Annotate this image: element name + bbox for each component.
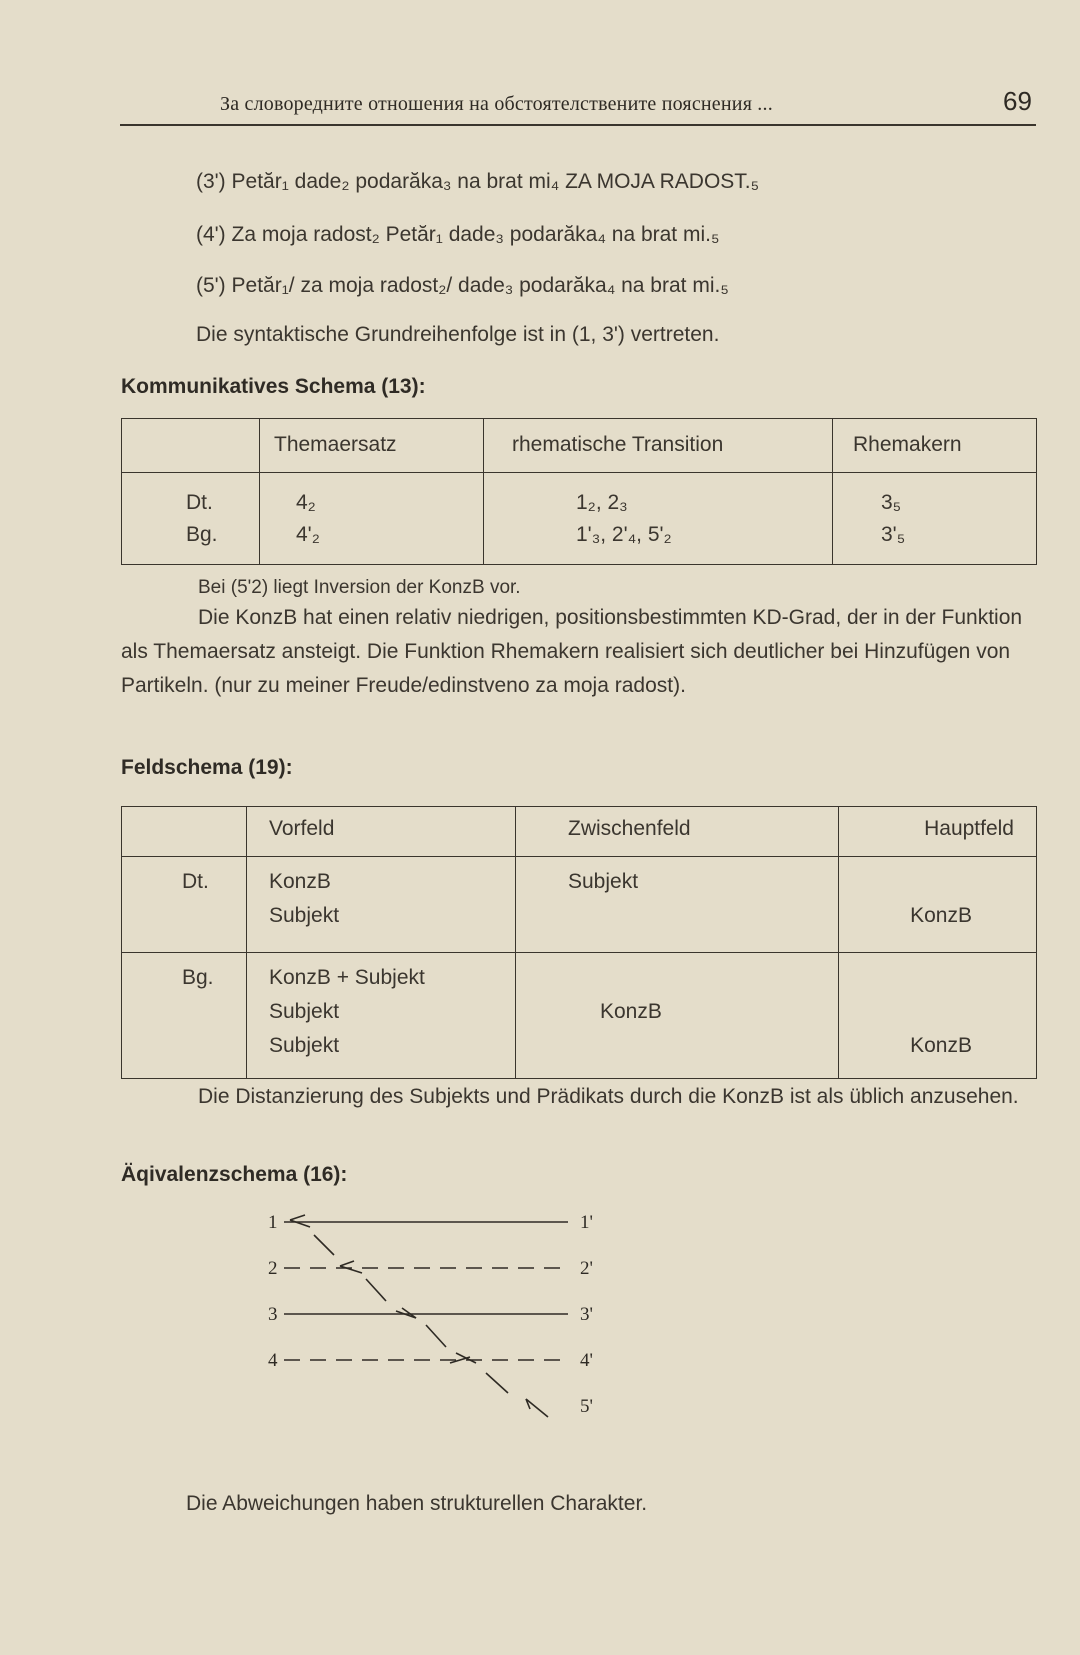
example-4prime [196,223,719,247]
lang-cell [122,473,260,565]
right-label-2: 2' [580,1258,593,1279]
example-text: Za moja radost₂ Petăr₁ dade₃ podarăka₄ na brat mi.₅ [231,223,720,246]
thema-dt: 4₂ [296,491,316,514]
header-cell: Rhemakern [833,419,1037,473]
example-text: Petăr₁/ za moja radost₂/ dade₃ podarăka₄ na brat mi.₅ [231,274,729,297]
hauptfeld-item [839,865,972,899]
hauptfeld-item [839,995,972,1029]
header-cell: Hauptfeld [839,807,1037,857]
diagonal-3 [426,1325,446,1347]
left-label-2: 2 [268,1258,278,1279]
left-label-3: 3 [268,1304,278,1325]
right-label-4: 4' [580,1350,593,1371]
hauptfeld-item [839,961,972,995]
right-label-3: 3' [580,1304,593,1325]
example-label: (5') [196,274,226,297]
hauptfeld-item: KonzB [910,1034,972,1057]
right-label-5: 5' [580,1396,593,1417]
arrow-head-2b [340,1261,354,1266]
feld-schema-table [121,806,1037,1079]
header-cell: rhematische Transition [484,419,833,473]
arrow-head-1b [290,1215,305,1220]
arrow-head-1 [290,1220,310,1227]
komm-schema-heading: Kommunikatives Schema (13): [121,375,426,398]
distanz-paragraph: Die Distanzierung des Subjekts und Prädikats durch die KonzB ist als üblich anzusehen. [198,1085,1019,1108]
aequivalenz-heading: Äqivalenzschema (16): [121,1163,348,1186]
thema-bg: 4'₂ [296,523,320,546]
lang-dt: Dt. [186,491,213,514]
hauptfeld-cell [839,857,1037,953]
arrow-head-4b [456,1353,476,1363]
zwischenfeld-item [600,961,838,995]
example-label: (4') [196,223,226,246]
header-cell: Themaersatz [260,419,484,473]
vorfeld-cell [247,857,516,953]
komm-schema-table [121,418,1037,565]
zwischenfeld-cell [516,953,839,1079]
header-cell-empty [122,807,247,857]
left-label-4: 4 [268,1350,278,1371]
table-row [122,953,1037,1079]
table-row [122,857,1037,953]
page-number: 69 [1003,86,1032,116]
vorfeld-item: Subjekt [269,1000,340,1023]
diagonal-1 [314,1235,334,1255]
table-row [122,473,1037,565]
header-rule [120,124,1036,126]
vorfeld-item: Subjekt [269,904,340,927]
grundreihenfolge-note: Die syntaktische Grundreihenfolge ist in (1, 3') vertreten. [196,323,720,346]
header-cell: Vorfeld [247,807,516,857]
diagonal-4 [486,1373,508,1393]
table-header-row [122,419,1037,473]
zwischenfeld-item [600,1029,838,1063]
header-cell-empty [122,419,260,473]
example-3prime [196,170,759,194]
transition-cell [484,473,833,565]
hauptfeld-cell [839,953,1037,1079]
arrow-head-2 [340,1266,362,1273]
hauptfeld-item: KonzB [910,904,972,927]
zwischenfeld-item: KonzB [600,1000,662,1023]
lang-dt: Dt. [182,870,209,893]
running-header: За словоредните отношения на обстоятелствените пояснения ... [220,93,773,115]
feld-schema-heading: Feldschema (19): [121,756,293,779]
rhema-bg: 3'₅ [881,523,906,546]
table-header-row [122,807,1037,857]
vorfeld-item: Subjekt [269,1034,340,1057]
zwischenfeld-item [568,899,838,933]
closing-sentence: Die Abweichungen haben strukturellen Charakter. [186,1492,648,1515]
rhema-cell [833,473,1037,565]
zwischenfeld-item: Subjekt [568,870,639,893]
inversion-note: Bei (5'2) liegt Inversion der KonzB vor. [198,577,521,598]
right-label-1: 1' [580,1212,593,1233]
diagonal-2 [366,1279,386,1301]
aequivalenz-diagram [250,1205,670,1445]
example-5prime [196,274,729,298]
vorfeld-item: KonzB [269,870,331,893]
header-cell: Zwischenfeld [516,807,839,857]
lang-cell [122,857,247,953]
example-text: Petăr₁ dade₂ podarăka₃ na brat mi₄ ZA MOJA RADOST.₅ [231,170,760,193]
thema-cell [260,473,484,565]
lang-bg: Bg. [186,523,218,546]
left-label-1: 1 [268,1212,278,1233]
vorfeld-item: KonzB + Subjekt [269,966,425,989]
transition-dt: 1₂, 2₃ [576,491,628,514]
vorfeld-cell [247,953,516,1079]
lang-bg: Bg. [182,966,214,989]
example-label: (3') [196,170,226,193]
transition-bg: 1'₃, 2'₄, 5'₂ [576,523,672,546]
rhema-dt: 3₅ [881,491,902,514]
lang-cell [122,953,247,1079]
zwischenfeld-cell [516,857,839,953]
konzb-paragraph: Die KonzB hat einen relativ niedrigen, positionsbestimmten KD-Grad, der in der Funktion als Themaersatz ansteigt. Die Funktion Rhemakern realisiert sich deutlicher bei Hinzufügen von Partikeln. (nur zu meiner Freude/edinstveno za moja radost). [121,606,1023,697]
